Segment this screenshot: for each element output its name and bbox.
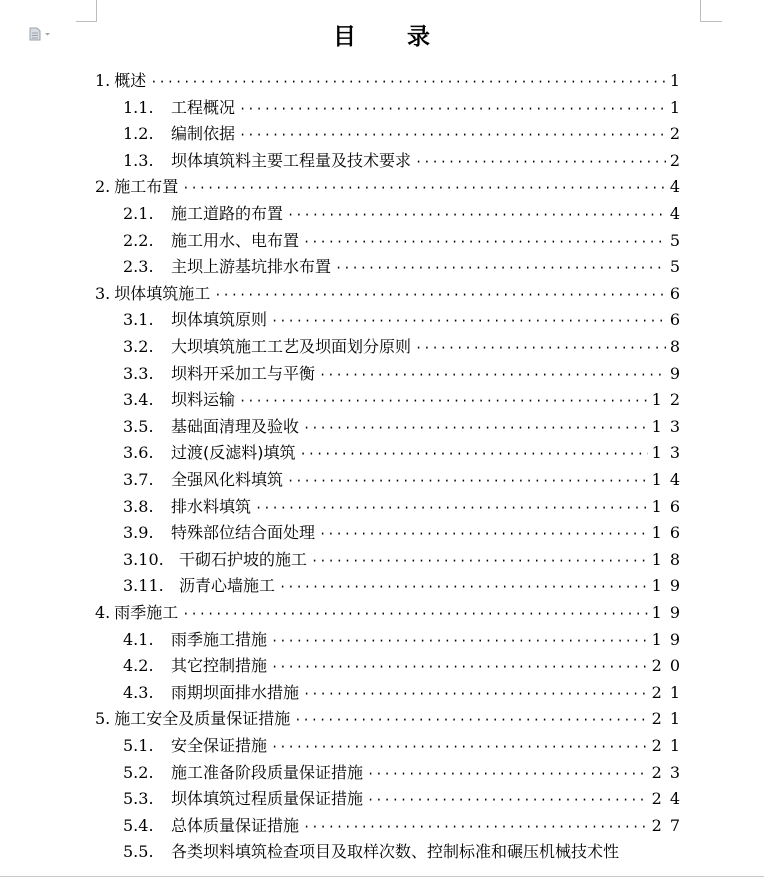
toc-dot-leader [255, 495, 648, 521]
toc-page-number: 9 [669, 363, 688, 383]
toc-page-number: 18 [651, 549, 688, 569]
toc-entry-title: 施工准备阶段质量保证措施 [171, 762, 364, 782]
toc-entry-number: 2.3. [123, 257, 154, 277]
toc-dot-leader [319, 362, 666, 388]
toc-dot-leader [150, 69, 666, 95]
toc-entry-number: 5.4. [123, 815, 154, 835]
page-edge [0, 876, 764, 877]
toc-entry-title: 概述 [114, 71, 147, 90]
toc-entry-title: 沥青心墙施工 [179, 576, 276, 596]
toc-entry[interactable] [123, 627, 688, 653]
toc-dot-leader [303, 415, 648, 441]
toc-entry-number: 5.1. [123, 736, 154, 755]
toc-page-number: 20 [651, 656, 688, 676]
toc-entry[interactable] [123, 440, 688, 466]
toc-entry-title: 工程概况 [171, 97, 236, 117]
toc-dot-leader [287, 468, 648, 494]
toc-entry-number: 1.3. [123, 150, 154, 170]
toc-entry-title: 全强风化料填筑 [171, 470, 284, 489]
toc-entry[interactable] [123, 813, 688, 839]
toc-dot-leader [415, 149, 666, 175]
toc-entry-title: 施工布置 [114, 177, 179, 197]
page-title [0, 18, 764, 51]
toc-page-number: 2 [669, 150, 688, 170]
toc-entry[interactable] [123, 307, 688, 333]
toc-entry-title: 主坝上游基坑排水布置 [171, 257, 332, 277]
toc-entry-number: 3. [95, 283, 111, 303]
toc-entry-number: 3.11. [123, 576, 164, 596]
toc-entry-number: 1.2. [123, 124, 154, 144]
toc-dot-leader [335, 255, 666, 281]
toc-page-number: 1 [669, 71, 688, 90]
toc-page-number: 21 [651, 709, 688, 729]
toc-entry-number: 3.2. [123, 337, 154, 356]
title-char: 录 [407, 24, 431, 50]
toc-entry[interactable] [123, 387, 688, 413]
toc-page-number: 27 [651, 815, 688, 835]
toc-entry[interactable] [95, 281, 688, 307]
toc-page-number: 19 [651, 603, 688, 622]
toc-entry-number: 1.1. [123, 97, 154, 117]
toc-entry-title: 安全保证措施 [171, 736, 268, 755]
toc-entry-number: 3.6. [123, 443, 154, 463]
toc-entry-title: 雨季施工措施 [171, 629, 268, 649]
toc-dot-leader [271, 628, 648, 654]
toc-entry-number: 2.2. [123, 230, 154, 250]
toc-dot-leader [214, 282, 666, 308]
toc-entry-title: 坝体填筑过程质量保证措施 [171, 789, 364, 809]
toc-dot-leader [271, 308, 666, 334]
toc-entry[interactable] [123, 121, 688, 147]
toc-entry[interactable] [123, 573, 688, 599]
toc-dot-leader [182, 601, 647, 627]
toc-page-number: 21 [651, 736, 688, 755]
toc-dot-leader [287, 202, 666, 228]
toc-entry-title: 雨季施工 [114, 603, 179, 622]
toc-page-number: 6 [669, 283, 688, 303]
toc-entry[interactable] [123, 680, 688, 706]
toc-entry-number: 4.3. [123, 682, 154, 702]
toc-entry-number: 3.9. [123, 523, 154, 543]
toc-dot-leader [239, 96, 666, 122]
toc-page-number: 13 [651, 443, 688, 463]
toc-page-number: 24 [651, 789, 688, 809]
toc-entry-title: 总体质量保证措施 [171, 815, 300, 835]
toc-dot-leader [319, 521, 648, 547]
toc-entry-number: 5.3. [123, 789, 154, 809]
toc-dot-leader [367, 787, 648, 813]
toc-entry[interactable] [95, 174, 688, 200]
toc-page-number: 5 [669, 257, 688, 277]
title-char: 目 [333, 24, 357, 50]
toc-entry-number: 4. [95, 603, 111, 622]
toc-dot-leader [271, 734, 648, 760]
toc-entry[interactable] [123, 520, 688, 546]
toc-dot-leader [182, 175, 666, 201]
toc-entry[interactable] [123, 786, 688, 812]
toc-entry[interactable] [123, 760, 688, 786]
toc-entry[interactable] [95, 600, 688, 626]
toc-dot-leader [271, 654, 648, 680]
toc-entry-number: 3.8. [123, 496, 154, 516]
toc-page-number: 14 [651, 470, 688, 489]
toc-entry-title: 编制依据 [171, 124, 236, 144]
toc-page-number: 23 [651, 762, 688, 782]
toc-entry-number: 4.2. [123, 656, 154, 676]
toc-dot-leader [300, 441, 648, 467]
toc-entry-title: 特殊部位结合面处理 [171, 523, 316, 543]
toc-page-number: 4 [669, 177, 688, 197]
toc-entry-number: 2.1. [123, 204, 154, 223]
toc-dot-leader [239, 122, 666, 148]
toc-page-number: 1 [669, 97, 688, 117]
toc-entry-title: 干砌石护坡的施工 [179, 549, 308, 569]
toc-dot-leader [311, 548, 648, 574]
toc-dot-leader [239, 388, 648, 414]
toc-entry-number: 3.10. [123, 549, 164, 569]
toc-entry-title: 排水料填筑 [171, 496, 252, 516]
toc-dot-leader [303, 229, 666, 255]
toc-entry[interactable] [123, 467, 688, 493]
toc-entry-number: 3.4. [123, 390, 154, 410]
toc-entry-title: 大坝填筑施工工艺及坝面划分原则 [171, 337, 412, 356]
toc-entry-title: 过渡(反滤料)填筑 [171, 443, 296, 463]
toc-entry[interactable] [123, 733, 688, 759]
toc-entry[interactable] [123, 839, 619, 865]
toc-entry[interactable] [123, 547, 688, 573]
toc-entry[interactable] [123, 228, 688, 254]
toc-entry[interactable] [95, 68, 688, 94]
toc-entry[interactable] [123, 95, 688, 121]
toc-entry-number: 3.3. [123, 363, 154, 383]
toc-entry-number: 5.5. [123, 842, 154, 862]
toc-entry-number: 5.2. [123, 762, 154, 782]
toc-dot-leader [294, 707, 647, 733]
toc-page-number: 4 [669, 204, 688, 223]
toc-dot-leader [415, 335, 666, 361]
toc-entry-title: 施工道路的布置 [171, 204, 284, 223]
toc-entry-number: 3.5. [123, 416, 154, 436]
toc-page-number: 6 [669, 310, 688, 330]
toc-page-number: 13 [651, 416, 688, 436]
toc-page-number: 16 [651, 523, 688, 543]
toc-entry-title: 坝体填筑施工 [114, 283, 211, 303]
toc-entry-title: 坝料运输 [171, 390, 236, 410]
toc-entry-title: 基础面清理及验收 [171, 416, 300, 436]
toc-page-number: 19 [651, 576, 688, 596]
toc-entry-number: 5. [95, 709, 111, 729]
toc-entry-title: 坝体填筑原则 [171, 310, 268, 330]
toc-entry[interactable] [95, 706, 688, 732]
toc-page-number: 21 [651, 682, 688, 702]
toc-entry[interactable] [123, 414, 688, 440]
toc-entry[interactable] [123, 148, 688, 174]
toc-entry-title: 坝体填筑料主要工程量及技术要求 [171, 150, 412, 170]
toc-entry-number: 4.1. [123, 629, 154, 649]
toc-entry-title: 施工安全及质量保证措施 [114, 709, 291, 729]
toc-dot-leader [303, 681, 648, 707]
toc-entry-number: 3.7. [123, 470, 154, 489]
toc-entry-title: 施工用水、电布置 [171, 230, 300, 250]
toc-entry-number: 3.1. [123, 310, 154, 330]
toc-entry[interactable] [123, 254, 688, 280]
toc-entry[interactable] [123, 361, 688, 387]
toc-entry-number: 2. [95, 177, 111, 197]
toc-entry[interactable] [123, 201, 688, 227]
toc-entry-title: 坝料开采加工与平衡 [171, 363, 316, 383]
toc-entry-title: 雨期坝面排水措施 [171, 682, 300, 702]
toc-entry-number: 1. [95, 71, 111, 90]
toc-entry[interactable] [123, 653, 688, 679]
toc-page-number: 19 [651, 629, 688, 649]
toc-page-number: 12 [651, 390, 688, 410]
toc-dot-leader [367, 761, 648, 787]
toc-entry[interactable] [123, 334, 688, 360]
toc-entry[interactable] [123, 494, 688, 520]
toc-page-number: 8 [669, 337, 688, 356]
toc-dot-leader [303, 814, 648, 840]
toc-entry-title: 其它控制措施 [171, 656, 268, 676]
toc-page-number: 16 [651, 496, 688, 516]
toc-dot-leader [279, 574, 648, 600]
toc-page-number: 5 [669, 230, 688, 250]
toc-page-number: 2 [669, 124, 688, 144]
toc-entry-title: 各类坝料填筑检查项目及取样次数、控制标准和碾压机械技术性 [171, 842, 620, 862]
